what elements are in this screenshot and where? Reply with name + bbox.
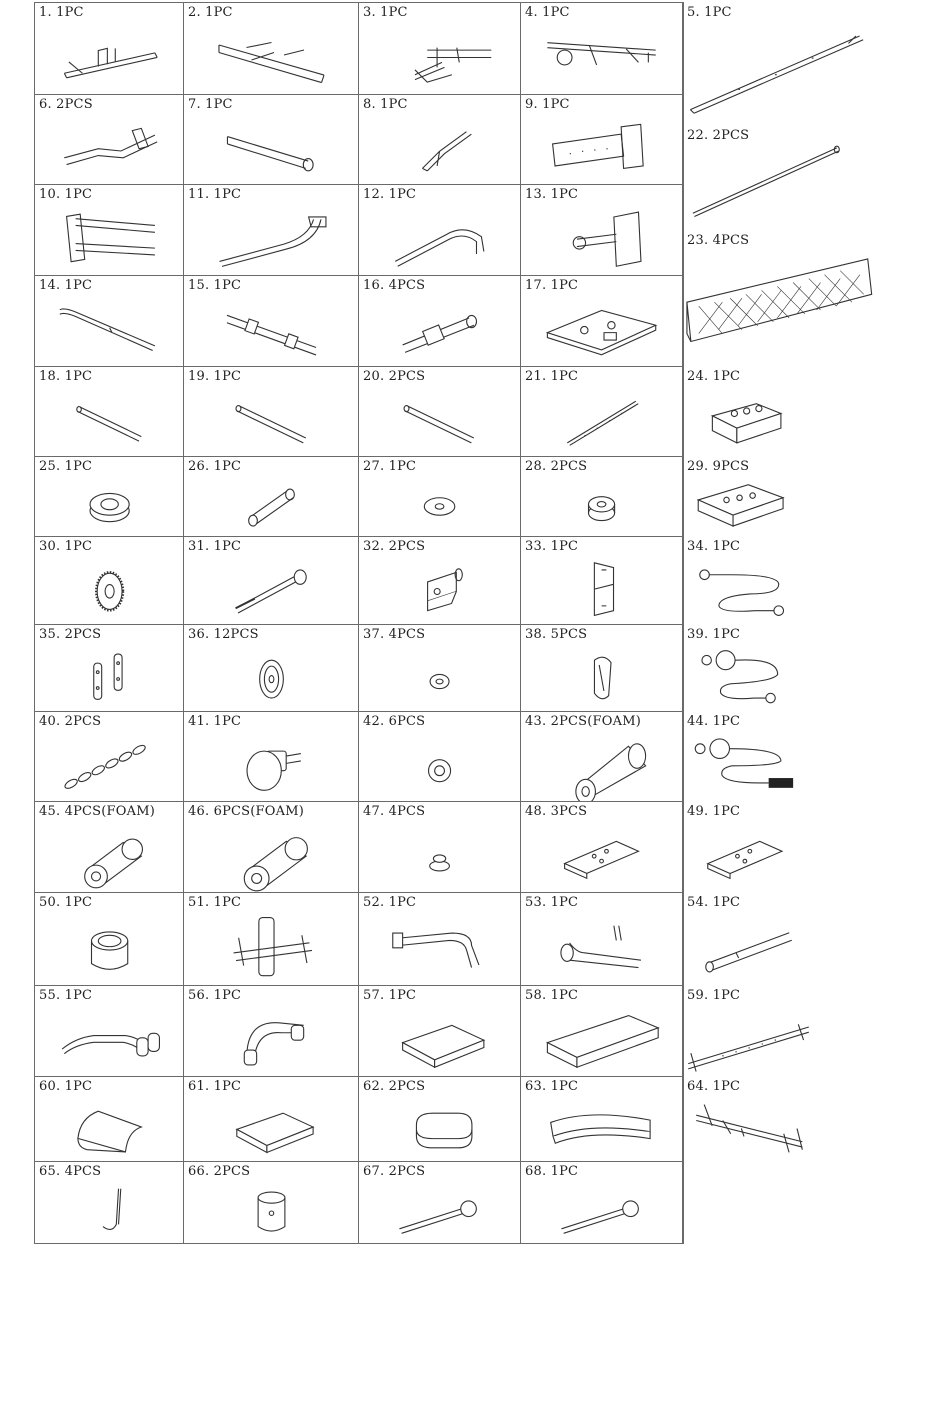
part-label: 45. 4PCS(FOAM): [39, 804, 155, 819]
part-label: 41. 1PC: [188, 714, 242, 729]
part-cell-18: [34, 366, 184, 457]
part-label: 27. 1PC: [363, 459, 417, 474]
part-cell-15: [183, 275, 359, 367]
part-cell-25: [34, 456, 184, 537]
part-label: 13. 1PC: [525, 187, 579, 202]
part-label: 49. 1PC: [687, 804, 741, 819]
part-label: 19. 1PC: [188, 369, 242, 384]
foam-roller-icon: [53, 824, 166, 886]
part-cell-48: [520, 801, 683, 893]
weight-block-icon: [683, 389, 805, 450]
bracket-arm-icon: [53, 117, 166, 178]
collar-icon: [53, 476, 166, 530]
part-cell-27: [358, 456, 521, 537]
part-cell-20: [358, 366, 521, 457]
part-cell-66: [183, 1161, 359, 1244]
pad-small-icon: [205, 1097, 338, 1155]
foam-roller-icon: [205, 824, 338, 886]
part-cell-51: [183, 892, 359, 986]
mesh-guard-icon: [683, 255, 880, 353]
part-label: 53. 1PC: [525, 895, 579, 910]
part-label: 40. 2PCS: [39, 714, 102, 729]
carabiner-icon: [540, 646, 663, 705]
part-cell-60: [34, 1076, 184, 1162]
part-cell-13: [520, 184, 683, 276]
part-cell-32: [358, 536, 521, 625]
part-label: 20. 2PCS: [363, 369, 426, 384]
part-cell-29: [682, 456, 750, 537]
pin-rod-icon: [540, 389, 663, 450]
long-bar-icon: [53, 298, 166, 360]
t-frame-icon: [378, 25, 501, 88]
part-label: 62. 2PCS: [363, 1079, 426, 1094]
part-cell-10: [34, 184, 184, 276]
part-label: 42. 6PCS: [363, 714, 426, 729]
part-label: 4. 1PC: [525, 5, 570, 20]
base-frame-icon: [53, 25, 166, 88]
part-cell-21: [520, 366, 683, 457]
pad-long-icon: [540, 1008, 663, 1070]
part-label: 15. 1PC: [188, 278, 242, 293]
part-cell-59: [682, 985, 741, 1077]
part-label: 6. 2PCS: [39, 97, 93, 112]
part-cell-41: [183, 711, 359, 802]
bushing-small-icon: [378, 646, 501, 705]
pad-small-icon: [378, 1008, 501, 1070]
part-label: 44. 1PC: [687, 714, 741, 729]
part-label: 55. 1PC: [39, 988, 93, 1003]
flat-plate-icon: [540, 824, 663, 886]
part-label: 30. 1PC: [39, 539, 93, 554]
wall-bracket-icon: [540, 207, 663, 269]
part-label: 39. 1PC: [687, 627, 741, 642]
weight-plate-icon: [683, 476, 792, 530]
u-tube-icon: [540, 915, 663, 978]
part-label: 54. 1PC: [687, 895, 741, 910]
frame-tube-icon: [205, 25, 338, 88]
gear-icon: [53, 558, 166, 618]
part-cell-57: [358, 985, 521, 1077]
part-cell-49: [682, 801, 741, 893]
hook-rod-icon: [53, 1182, 166, 1238]
curved-pad-icon: [53, 1097, 166, 1155]
part-cell-39: [682, 624, 741, 712]
part-label: 61. 1PC: [188, 1079, 242, 1094]
ball-rod-icon: [540, 1182, 663, 1238]
part-cell-52: [358, 892, 521, 986]
part-cell-30: [34, 536, 184, 625]
straight-tube-icon: [683, 915, 809, 978]
part-label: 67. 2PCS: [363, 1164, 426, 1179]
rod-icon: [378, 389, 501, 450]
part-cell-4: [520, 2, 683, 95]
part-cell-64: [682, 1076, 741, 1162]
part-cell-9: [520, 94, 683, 185]
pulley-icon: [205, 646, 338, 705]
part-cell-46: [183, 801, 359, 893]
bushing-icon: [540, 476, 663, 530]
part-label: 31. 1PC: [188, 539, 242, 554]
frame-assembly-icon: [683, 1094, 816, 1160]
spacer-icon: [378, 824, 501, 886]
rod-icon: [205, 389, 338, 450]
part-cell-50: [34, 892, 184, 986]
part-label: 25. 1PC: [39, 459, 93, 474]
part-cell-26: [183, 456, 359, 537]
sleeve-icon: [205, 476, 338, 530]
part-label: 51. 1PC: [188, 895, 242, 910]
part-label: 26. 1PC: [188, 459, 242, 474]
part-cell-67: [358, 1161, 521, 1244]
part-label: 60. 1PC: [39, 1079, 93, 1094]
part-label: 24. 1PC: [687, 369, 741, 384]
part-cell-56: [183, 985, 359, 1077]
part-cell-65: [34, 1161, 184, 1244]
part-label: 17. 1PC: [525, 278, 579, 293]
seat-plate-icon: [540, 298, 663, 360]
handle-bar-icon: [205, 298, 338, 360]
part-label: 22. 2PCS: [687, 127, 750, 143]
part-cell-58: [520, 985, 683, 1077]
guide-rod-icon: [683, 138, 847, 220]
part-cell-14: [34, 275, 184, 367]
double-arm-icon: [53, 207, 166, 269]
part-label: 23. 4PCS: [687, 232, 750, 248]
ball-rod-icon: [378, 1182, 501, 1238]
empty-cell: [682, 1161, 684, 1244]
part-label: 16. 4PCS: [363, 278, 426, 293]
curved-tube-icon: [205, 207, 338, 269]
axle-pin-icon: [378, 298, 501, 360]
part-label: 29. 9PCS: [687, 459, 750, 474]
part-label: 7. 1PC: [188, 97, 233, 112]
part-cell-44: [682, 711, 741, 802]
part-cell-35: [34, 624, 184, 712]
nut-icon: [378, 734, 501, 795]
washer-icon: [378, 476, 501, 530]
part-cell-7: [183, 94, 359, 185]
clevis-icon: [540, 558, 663, 618]
part-label: 14. 1PC: [39, 278, 93, 293]
part-label: 59. 1PC: [687, 988, 741, 1003]
part-label: 43. 2PCS(FOAM): [525, 714, 641, 729]
part-cell-61: [183, 1076, 359, 1162]
part-cell-33: [520, 536, 683, 625]
angle-bracket-icon: [378, 117, 501, 178]
part-cell-6: [34, 94, 184, 185]
bolt-icon: [205, 558, 338, 618]
part-cell-17: [520, 275, 683, 367]
part-label: 57. 1PC: [363, 988, 417, 1003]
cable-ball-end-icon: [683, 734, 805, 795]
part-cell-63: [520, 1076, 683, 1162]
part-label: 63. 1PC: [525, 1079, 579, 1094]
part-label: 28. 2PCS: [525, 459, 588, 474]
part-label: 56. 1PC: [188, 988, 242, 1003]
hinge-icon: [378, 558, 501, 618]
tube-sleeve-icon: [53, 915, 166, 978]
part-cell-3: [358, 2, 521, 95]
part-label: 48. 3PCS: [525, 804, 588, 819]
part-label: 46. 6PCS(FOAM): [188, 804, 304, 819]
part-label: 58. 1PC: [525, 988, 579, 1003]
part-cell-38: [520, 624, 683, 712]
part-label: 66. 2PCS: [188, 1164, 251, 1179]
part-cell-53: [520, 892, 683, 986]
part-cell-11: [183, 184, 359, 276]
part-label: 1. 1PC: [39, 5, 84, 20]
part-label: 2. 1PC: [188, 5, 233, 20]
cable-ball-icon: [683, 646, 801, 705]
part-label: 18. 1PC: [39, 369, 93, 384]
part-cell-12: [358, 184, 521, 276]
part-label: 12. 1PC: [363, 187, 417, 202]
part-cell-55: [34, 985, 184, 1077]
part-cell-37: [358, 624, 521, 712]
plate-bracket-icon: [540, 117, 663, 178]
part-cell-31: [183, 536, 359, 625]
part-label: 68. 1PC: [525, 1164, 579, 1179]
part-label: 36. 12PCS: [188, 627, 259, 642]
part-cell-43: [520, 711, 683, 802]
part-label: 52. 1PC: [363, 895, 417, 910]
part-label: 50. 1PC: [39, 895, 93, 910]
rail-holes-icon: [683, 1006, 814, 1072]
part-label: 11. 1PC: [188, 187, 242, 202]
part-cell-42: [358, 711, 521, 802]
part-cell-16: [358, 275, 521, 367]
part-label: 32. 2PCS: [363, 539, 426, 554]
part-label: 35. 2PCS: [39, 627, 102, 642]
part-label: 33. 1PC: [525, 539, 579, 554]
part-cell-47: [358, 801, 521, 893]
part-label: 47. 4PCS: [363, 804, 426, 819]
bent-tube-icon: [378, 207, 501, 269]
part-label: 65. 4PCS: [39, 1164, 102, 1179]
part-label: 10. 1PC: [39, 187, 93, 202]
part-cell-45: [34, 801, 184, 893]
knob-icon: [205, 734, 338, 795]
part-label: 21. 1PC: [525, 369, 579, 384]
pivot-bracket-icon: [205, 915, 338, 978]
part-cell-8: [358, 94, 521, 185]
part-label: 37. 4PCS: [363, 627, 426, 642]
curved-long-pad-icon: [540, 1097, 663, 1155]
rod-icon: [53, 389, 166, 450]
pulley-frame-icon: [540, 25, 663, 88]
part-cell-62: [358, 1076, 521, 1162]
part-cell-28: [520, 456, 683, 537]
cable-icon: [683, 558, 803, 618]
part-cell-40: [34, 711, 184, 802]
round-pad-icon: [378, 1097, 501, 1155]
cap-icon: [205, 1182, 338, 1238]
short-tube-icon: [205, 117, 338, 178]
foam-long-icon: [540, 734, 663, 795]
part-cell-19: [183, 366, 359, 457]
part-label: 3. 1PC: [363, 5, 408, 20]
leg-bar-icon: [53, 1008, 166, 1070]
part-label: 34. 1PC: [687, 539, 741, 554]
part-label: 64. 1PC: [687, 1079, 741, 1094]
l-tube-icon: [378, 915, 501, 978]
part-cell-24: [682, 366, 741, 457]
long-rail-icon: [683, 25, 867, 117]
part-cell-54: [682, 892, 741, 986]
part-cell-68: [520, 1161, 683, 1244]
chain-icon: [53, 734, 166, 795]
part-label: 38. 5PCS: [525, 627, 588, 642]
part-cell-36: [183, 624, 359, 712]
part-cell-2: [183, 2, 359, 95]
part-label: 9. 1PC: [525, 97, 570, 112]
part-cell-1: [34, 2, 184, 95]
part-label: 8. 1PC: [363, 97, 408, 112]
part-cell-34: [682, 536, 741, 625]
u-handle-icon: [205, 1008, 338, 1070]
part-label: 5. 1PC: [687, 5, 732, 20]
flat-plate-icon: [683, 824, 807, 886]
strap-plates-icon: [53, 646, 166, 705]
